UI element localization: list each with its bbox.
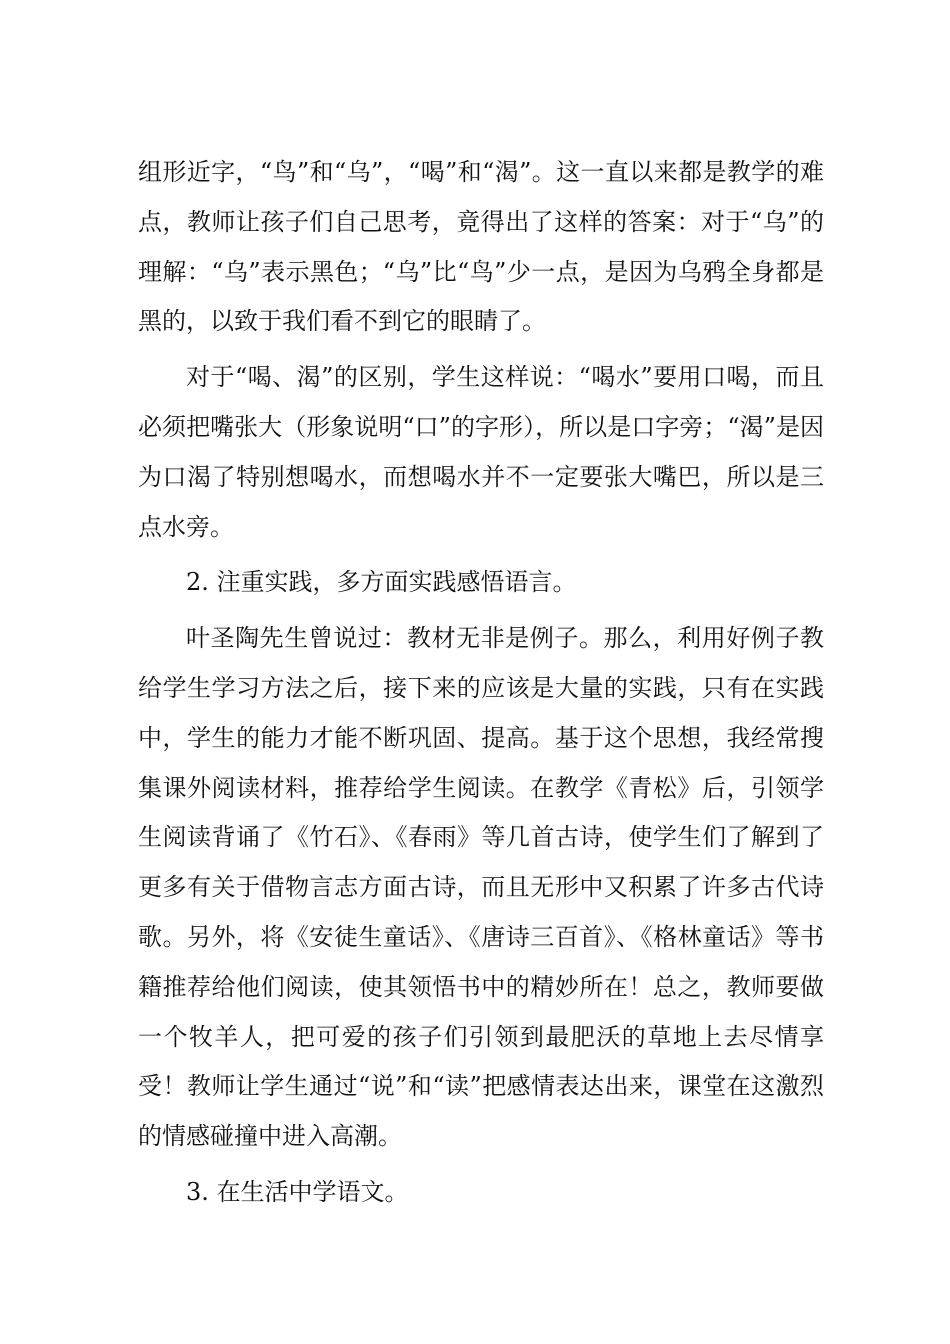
body-text bbox=[138, 148, 824, 1224]
paragraph-distinction: 对于“喝、渴”的区别，学生这样说：“喝水”要用口喝，而且必须把嘴张大（形象说明“口”的字形），所以是口字旁；“渴”是因为口渴了特别想喝水，而想喝水并不一定要张大嘴巴，所以是三点水旁。 bbox=[138, 363, 824, 541]
section-heading-2: 2. 注重实践，多方面实践感悟语言。 bbox=[186, 568, 577, 597]
paragraph-practice: 叶圣陶先生曾说过：教材无非是例子。那么，利用好例子教给学生学习方法之后，接下来的应该是大量的实践，只有在实践中，学生的能力才能不断巩固、提高。基于这个思想，我经常搜集课外阅读材料，推荐给学生阅读。在教学《青松》后，引领学生阅读背诵了《竹石》、《春雨》等几首古诗，使学生们了解到了更多有关于借物言志方面古诗，而且无形中又积累了许多古代诗歌。另外，将《安徒生童话》、《唐诗三百首》、《格林童话》等书籍推荐给他们阅读，使其领悟书中的精妙所在！总之，教师要做一个牧羊人，把可爱的孩子们引领到最肥沃的草地上去尽情享受！教师让学生通过“说”和“读”把感情表达出来，课堂在这激烈的情感碰撞中进入高潮。 bbox=[138, 624, 824, 1151]
paragraph-continuation: 组形近字，“鸟”和“乌”，“喝”和“渴”。这一直以来都是教学的难点，教师让孩子们自己思考，竟得出了这样的答案：对于“乌”的理解：“乌”表示黑色；“乌”比“鸟”少一点，是因为乌鸦全身都是黑的，以致于我们看不到它的眼睛了。 bbox=[138, 158, 824, 336]
section-heading-3: 3. 在生活中学语文。 bbox=[186, 1177, 409, 1206]
